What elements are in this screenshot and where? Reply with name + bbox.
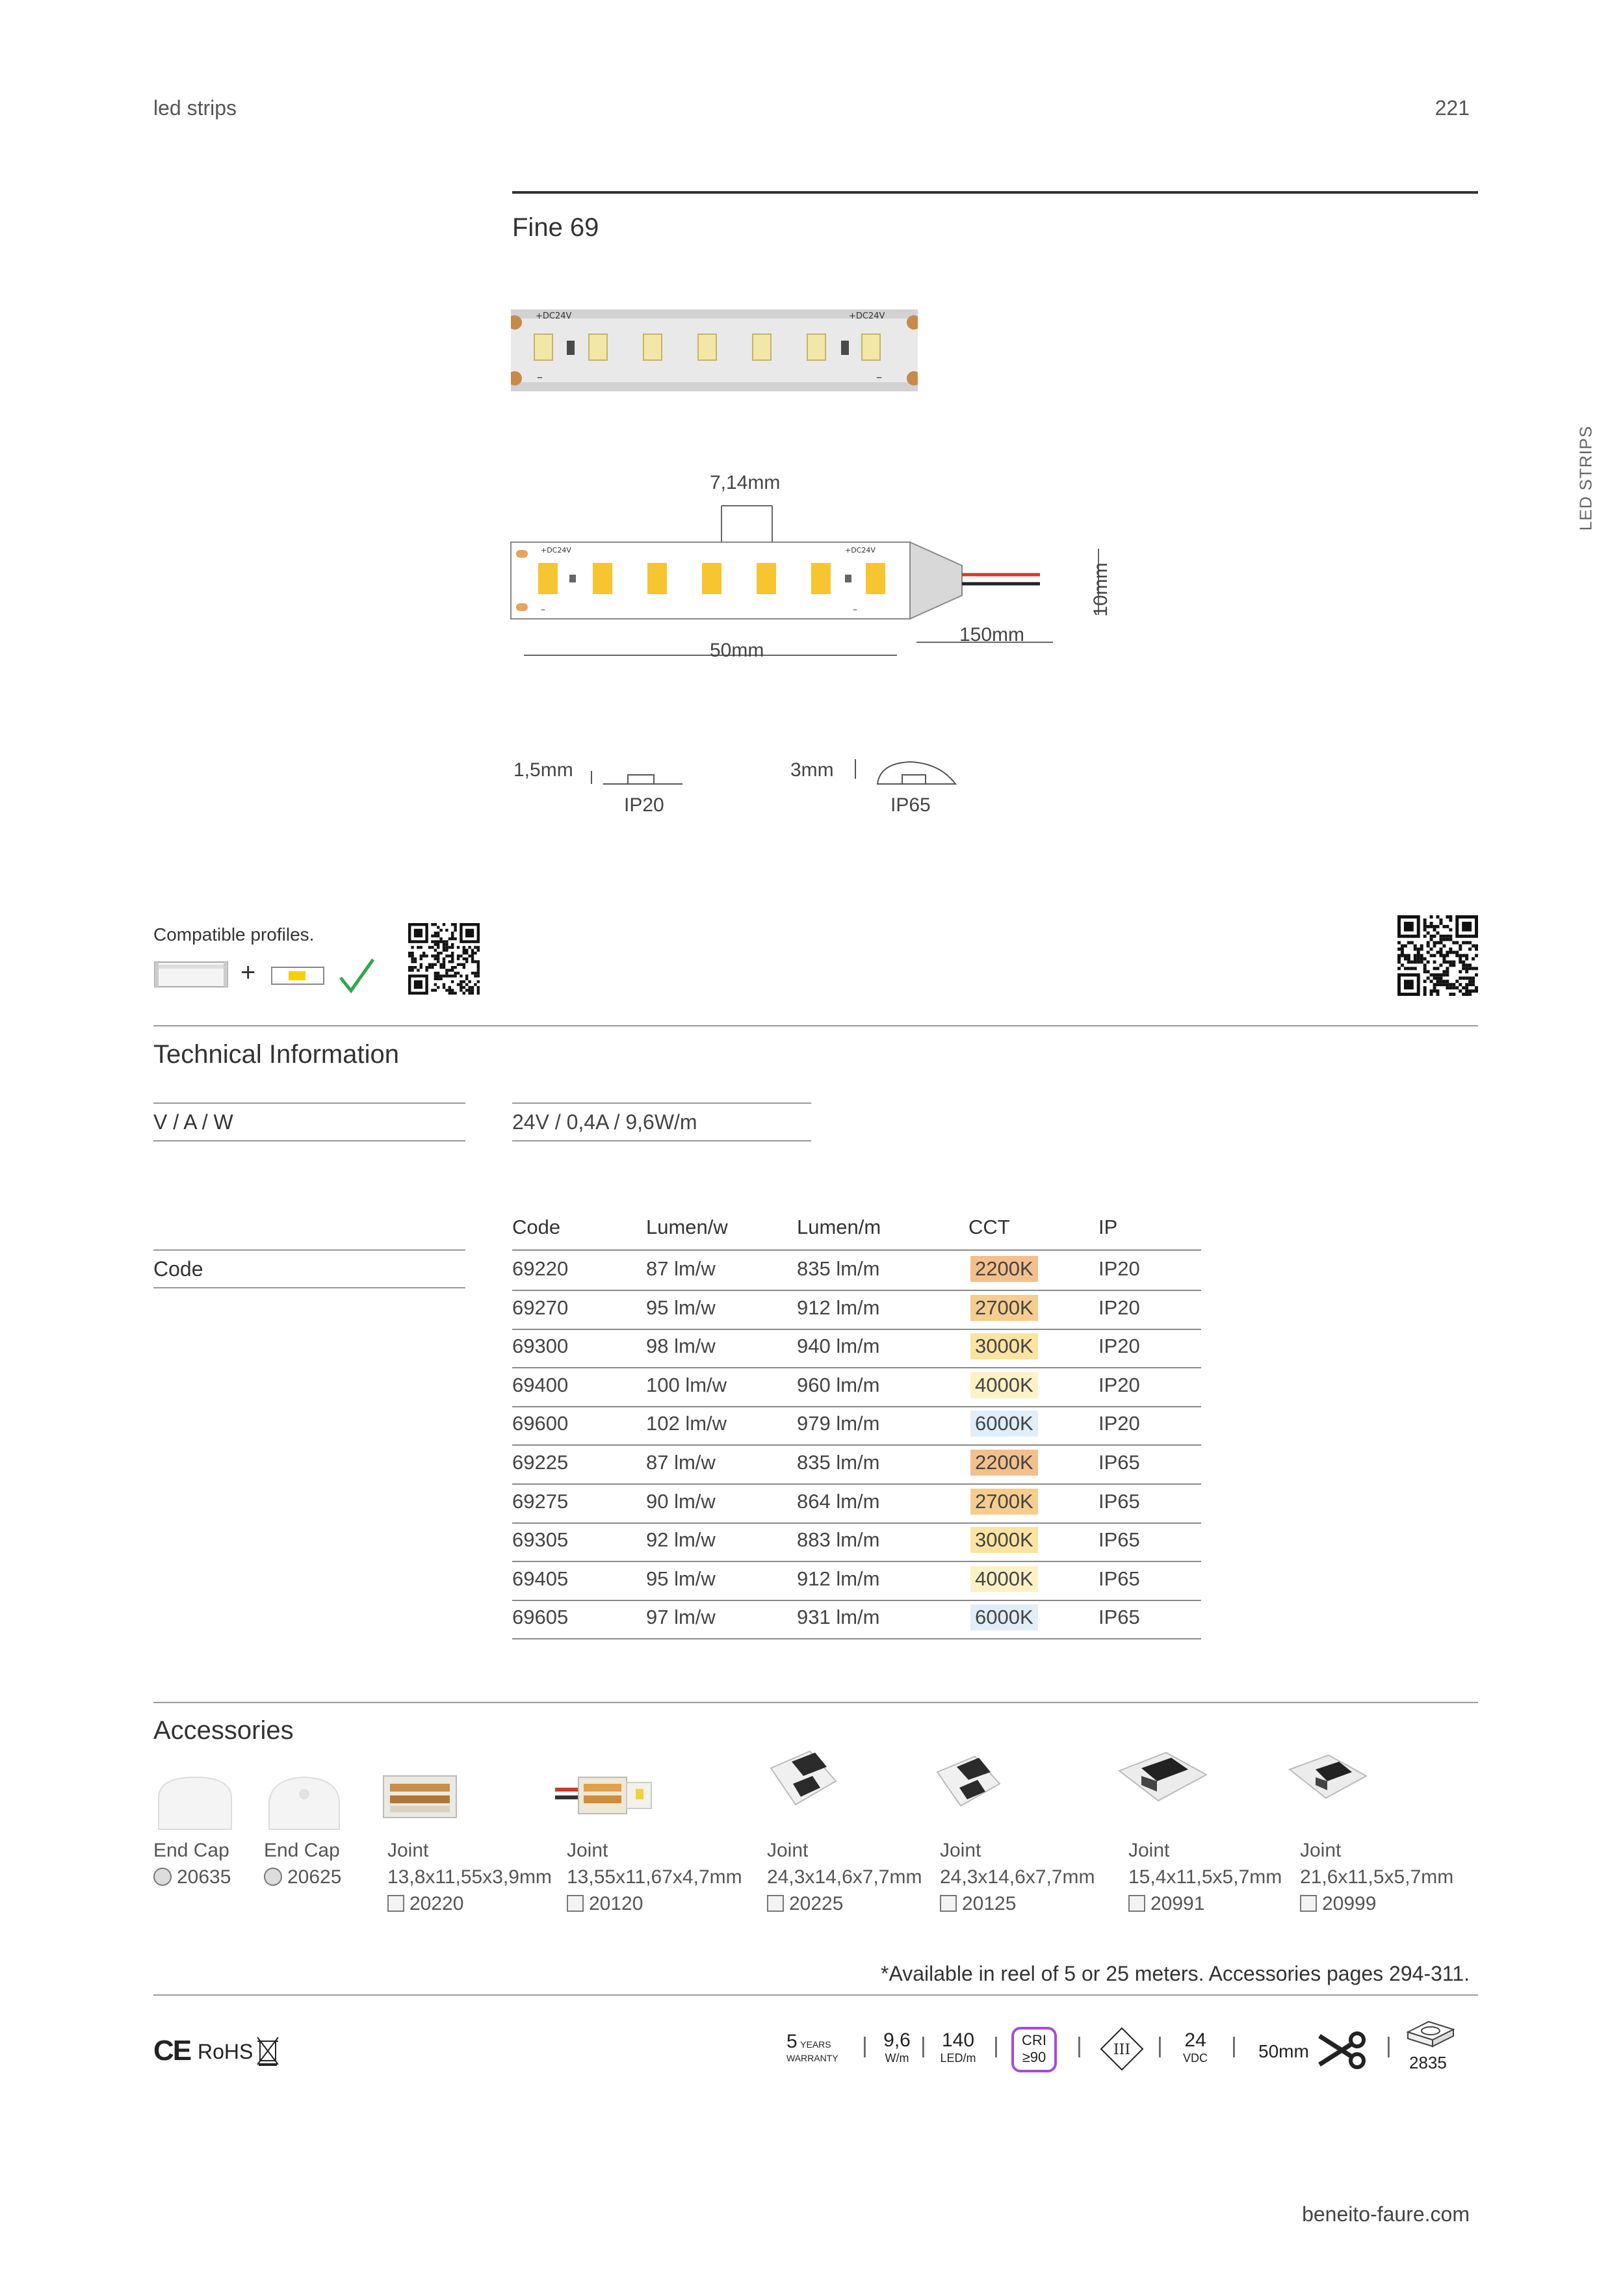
joint-image bbox=[381, 1767, 459, 1825]
table-row bbox=[512, 1290, 1201, 1330]
col-code: Code bbox=[512, 1216, 561, 1238]
accessory-item[interactable] bbox=[767, 1837, 922, 1917]
accessory-name: End Cap bbox=[264, 1840, 340, 1861]
cell-lumen-w: 87 lm/w bbox=[646, 1257, 716, 1280]
accessory-code: 20125 bbox=[962, 1893, 1017, 1914]
cell-code: 69605 bbox=[512, 1606, 569, 1629]
col-lumen-m: Lumen/m bbox=[797, 1216, 881, 1238]
cell-lumen-m: 960 lm/m bbox=[797, 1373, 880, 1396]
col-ip: IP bbox=[1098, 1216, 1118, 1238]
separator: | bbox=[920, 2033, 926, 2058]
cell-code: 69305 bbox=[512, 1528, 569, 1552]
cell-lumen-m: 835 lm/m bbox=[797, 1451, 880, 1474]
cri-badge: CRI ≥90 bbox=[1011, 2027, 1057, 2072]
code-label: Code bbox=[153, 1257, 203, 1281]
accessory-name: Joint bbox=[387, 1840, 429, 1861]
cell-ip: IP20 bbox=[1098, 1373, 1140, 1396]
website[interactable]: beneito-faure.com bbox=[1302, 2202, 1470, 2226]
rule bbox=[153, 1102, 465, 1104]
cell-code: 69275 bbox=[512, 1489, 569, 1513]
accessory-size: 15,4x11,5x5,7mm bbox=[1128, 1866, 1282, 1888]
cell-lumen-m: 940 lm/m bbox=[797, 1335, 880, 1358]
radio-marker[interactable] bbox=[264, 1868, 282, 1886]
cell-code: 69400 bbox=[512, 1373, 569, 1396]
ce-mark: CE bbox=[153, 2035, 191, 2067]
svg-text:+DC24V: +DC24V bbox=[536, 311, 572, 321]
rule bbox=[153, 1287, 465, 1288]
led-chip-icon bbox=[1403, 2018, 1459, 2050]
accessory-size: 24,3x14,6x7,7mm bbox=[940, 1866, 1095, 1888]
cct-badge: 6000K bbox=[970, 1604, 1038, 1630]
radio-marker[interactable] bbox=[153, 1868, 172, 1886]
svg-text:–: – bbox=[876, 371, 882, 384]
joint-image bbox=[1115, 1746, 1209, 1811]
cell-ip: IP65 bbox=[1098, 1451, 1140, 1474]
cell-lumen-w: 92 lm/w bbox=[646, 1528, 716, 1552]
accessory-name: Joint bbox=[940, 1840, 981, 1861]
cell-lumen-m: 931 lm/m bbox=[797, 1606, 880, 1629]
ip65-thickness: 3mm bbox=[790, 759, 834, 781]
accessory-item[interactable] bbox=[567, 1837, 742, 1917]
svg-text:+DC24V: +DC24V bbox=[541, 546, 571, 554]
accessory-item[interactable] bbox=[1300, 1837, 1453, 1917]
voltage-badge: 24 VDC bbox=[1182, 2029, 1208, 2065]
technical-title: Technical Information bbox=[153, 1040, 399, 1069]
rule bbox=[153, 1140, 465, 1141]
cell-code: 69405 bbox=[512, 1567, 569, 1590]
plus-sign: + bbox=[240, 958, 256, 987]
svg-text:–: – bbox=[537, 371, 543, 384]
separator: | bbox=[1231, 2033, 1237, 2058]
vaw-value: 24V / 0,4A / 9,6W/m bbox=[512, 1110, 697, 1134]
chip-type: 2835 bbox=[1409, 2053, 1447, 2072]
joint-image bbox=[1286, 1750, 1370, 1812]
accessory-code: 20220 bbox=[409, 1893, 464, 1914]
cell-ip: IP65 bbox=[1098, 1567, 1140, 1590]
cell-code: 69225 bbox=[512, 1451, 569, 1474]
table-row bbox=[512, 1251, 1201, 1291]
svg-text:–: – bbox=[541, 605, 545, 615]
section-rule bbox=[153, 1994, 1478, 1996]
section-rule bbox=[153, 1702, 1478, 1703]
profile-icon bbox=[153, 959, 231, 989]
vaw-label: V / A / W bbox=[153, 1110, 233, 1134]
accessory-item[interactable] bbox=[1128, 1837, 1282, 1917]
page-number: 221 bbox=[1435, 96, 1470, 120]
cell-ip: IP20 bbox=[1098, 1257, 1140, 1280]
cell-lumen-w: 97 lm/w bbox=[646, 1606, 716, 1629]
accessory-size: 21,6x11,5x5,7mm bbox=[1300, 1866, 1454, 1888]
rohs-mark: RoHS bbox=[198, 2040, 253, 2063]
weee-bin-icon bbox=[255, 2035, 281, 2067]
cell-lumen-w: 87 lm/w bbox=[646, 1451, 716, 1474]
checkbox-marker[interactable] bbox=[767, 1895, 784, 1912]
cell-lumen-w: 98 lm/w bbox=[646, 1335, 716, 1358]
cell-lumen-m: 835 lm/m bbox=[797, 1257, 880, 1280]
cell-ip: IP20 bbox=[1098, 1412, 1140, 1435]
accessory-item[interactable] bbox=[153, 1837, 231, 1890]
table-row bbox=[512, 1561, 1201, 1601]
cable-dimension: 150mm bbox=[959, 624, 1025, 646]
table-row bbox=[512, 1444, 1201, 1485]
joint-image bbox=[931, 1746, 1006, 1821]
pitch-dimension: 7,14mm bbox=[710, 472, 781, 493]
availability-note: *Available in reel of 5 or 25 meters. Accessories pages 294-311. bbox=[881, 1962, 1470, 1985]
cell-lumen-w: 95 lm/w bbox=[646, 1567, 716, 1590]
height-dimension: 10mm bbox=[1090, 562, 1111, 617]
compatible-label: Compatible profiles. bbox=[153, 924, 315, 945]
ip20-label: IP20 bbox=[624, 794, 664, 816]
checkbox-marker[interactable] bbox=[1128, 1895, 1145, 1912]
class-iii-icon bbox=[1098, 2026, 1145, 2072]
cell-ip: IP65 bbox=[1098, 1606, 1140, 1629]
cut-length: 50mm bbox=[1258, 2041, 1309, 2061]
table-row bbox=[512, 1367, 1201, 1407]
section-rule bbox=[153, 1025, 1478, 1026]
cell-lumen-w: 100 lm/w bbox=[646, 1373, 727, 1396]
accessory-code: 20225 bbox=[789, 1893, 844, 1914]
cell-ip: IP65 bbox=[1098, 1489, 1140, 1513]
title-rule bbox=[512, 191, 1478, 194]
accessory-name: Joint bbox=[1300, 1840, 1342, 1861]
cell-lumen-w: 102 lm/w bbox=[646, 1412, 727, 1435]
table-row bbox=[512, 1522, 1201, 1562]
joint-image bbox=[555, 1768, 653, 1821]
checkbox-marker[interactable] bbox=[1300, 1895, 1317, 1912]
strip-mini-icon bbox=[270, 965, 325, 987]
accessory-name: Joint bbox=[1128, 1840, 1170, 1861]
cell-lumen-m: 912 lm/m bbox=[797, 1567, 880, 1590]
table-header bbox=[512, 1210, 1201, 1251]
separator: | bbox=[993, 2033, 999, 2058]
cell-code: 69270 bbox=[512, 1296, 569, 1319]
accessory-item[interactable] bbox=[387, 1837, 552, 1917]
ip65-section bbox=[846, 754, 963, 787]
joint-image bbox=[764, 1742, 842, 1820]
cell-lumen-m: 912 lm/m bbox=[797, 1296, 880, 1319]
checkbox-marker[interactable] bbox=[567, 1895, 584, 1912]
svg-text:+DC24V: +DC24V bbox=[845, 546, 876, 554]
check-icon bbox=[337, 956, 377, 996]
cct-badge: 6000K bbox=[970, 1411, 1038, 1437]
cct-badge: 2700K bbox=[970, 1295, 1038, 1321]
cct-badge: 2700K bbox=[970, 1489, 1038, 1515]
led-density-badge: 140 LED/m bbox=[940, 2029, 976, 2065]
accessory-code: 20120 bbox=[589, 1893, 643, 1914]
end-cap-image bbox=[266, 1772, 342, 1834]
watt-badge: 9,6 W/m bbox=[883, 2029, 911, 2065]
col-lumen-w: Lumen/w bbox=[646, 1216, 728, 1238]
accessory-name: Joint bbox=[567, 1840, 608, 1861]
table-row bbox=[512, 1599, 1201, 1639]
rule bbox=[512, 1140, 811, 1141]
accessory-item[interactable] bbox=[940, 1837, 1095, 1917]
ip65-label: IP65 bbox=[890, 794, 931, 816]
ip20-section bbox=[586, 762, 684, 788]
accessory-code: 20635 bbox=[177, 1866, 231, 1888]
warranty-badge: 5 YEARS WARRANTY bbox=[786, 2031, 838, 2063]
cell-lumen-w: 90 lm/w bbox=[646, 1489, 716, 1513]
separator: | bbox=[862, 2033, 868, 2058]
cct-badge: 2200K bbox=[970, 1256, 1038, 1282]
accessory-size: 13,55x11,67x4,7mm bbox=[567, 1866, 742, 1888]
table-row bbox=[512, 1405, 1201, 1446]
cell-ip: IP20 bbox=[1098, 1296, 1140, 1319]
cct-badge: 2200K bbox=[970, 1450, 1038, 1476]
col-cct: CCT bbox=[968, 1216, 1010, 1238]
side-tab: LED STRIPS bbox=[1576, 425, 1596, 531]
rule bbox=[512, 1102, 811, 1104]
accessory-item[interactable] bbox=[264, 1837, 341, 1890]
end-cap-image bbox=[156, 1772, 234, 1834]
qr-code-icon[interactable] bbox=[1397, 915, 1478, 996]
accessory-size: 13,8x11,55x3,9mm bbox=[387, 1866, 552, 1888]
cct-badge: 3000K bbox=[970, 1333, 1038, 1359]
ip20-thickness: 1,5mm bbox=[513, 759, 573, 781]
cut-dimension: 50mm bbox=[710, 640, 764, 661]
rule bbox=[153, 1249, 465, 1251]
checkbox-marker[interactable] bbox=[387, 1895, 404, 1912]
cell-ip: IP20 bbox=[1098, 1335, 1140, 1358]
cct-badge: 4000K bbox=[970, 1566, 1038, 1592]
accessory-code: 20991 bbox=[1150, 1893, 1205, 1914]
separator: | bbox=[1386, 2033, 1392, 2058]
cell-ip: IP65 bbox=[1098, 1528, 1140, 1552]
cct-badge: 4000K bbox=[970, 1372, 1038, 1398]
separator: | bbox=[1157, 2033, 1163, 2058]
cell-lumen-m: 883 lm/m bbox=[797, 1528, 880, 1552]
product-name: Fine 69 bbox=[512, 213, 599, 242]
svg-text:III: III bbox=[1113, 2042, 1131, 2058]
accessory-size: 24,3x14,6x7,7mm bbox=[767, 1866, 922, 1888]
strip-photo bbox=[511, 309, 918, 391]
table-row bbox=[512, 1328, 1201, 1368]
accessory-name: Joint bbox=[767, 1840, 809, 1861]
dimension-drawing bbox=[507, 501, 1131, 670]
svg-text:+DC24V: +DC24V bbox=[849, 311, 885, 321]
cct-badge: 3000K bbox=[970, 1527, 1038, 1553]
cell-code: 69300 bbox=[512, 1335, 569, 1358]
section-title: led strips bbox=[153, 96, 237, 120]
accessory-code: 20999 bbox=[1322, 1893, 1377, 1914]
cell-lumen-m: 979 lm/m bbox=[797, 1412, 880, 1435]
cell-code: 69220 bbox=[512, 1257, 569, 1280]
cell-lumen-w: 95 lm/w bbox=[646, 1296, 716, 1319]
checkbox-marker[interactable] bbox=[940, 1895, 957, 1912]
svg-text:–: – bbox=[853, 605, 857, 615]
accessories-title: Accessories bbox=[153, 1716, 294, 1745]
accessory-name: End Cap bbox=[153, 1840, 229, 1861]
table-row bbox=[512, 1483, 1201, 1524]
accessory-code: 20625 bbox=[287, 1866, 342, 1888]
separator: | bbox=[1076, 2033, 1082, 2058]
qr-code-icon[interactable] bbox=[408, 923, 480, 995]
cell-lumen-m: 864 lm/m bbox=[797, 1489, 880, 1513]
scissors-icon bbox=[1317, 2031, 1368, 2070]
cell-code: 69600 bbox=[512, 1412, 569, 1435]
